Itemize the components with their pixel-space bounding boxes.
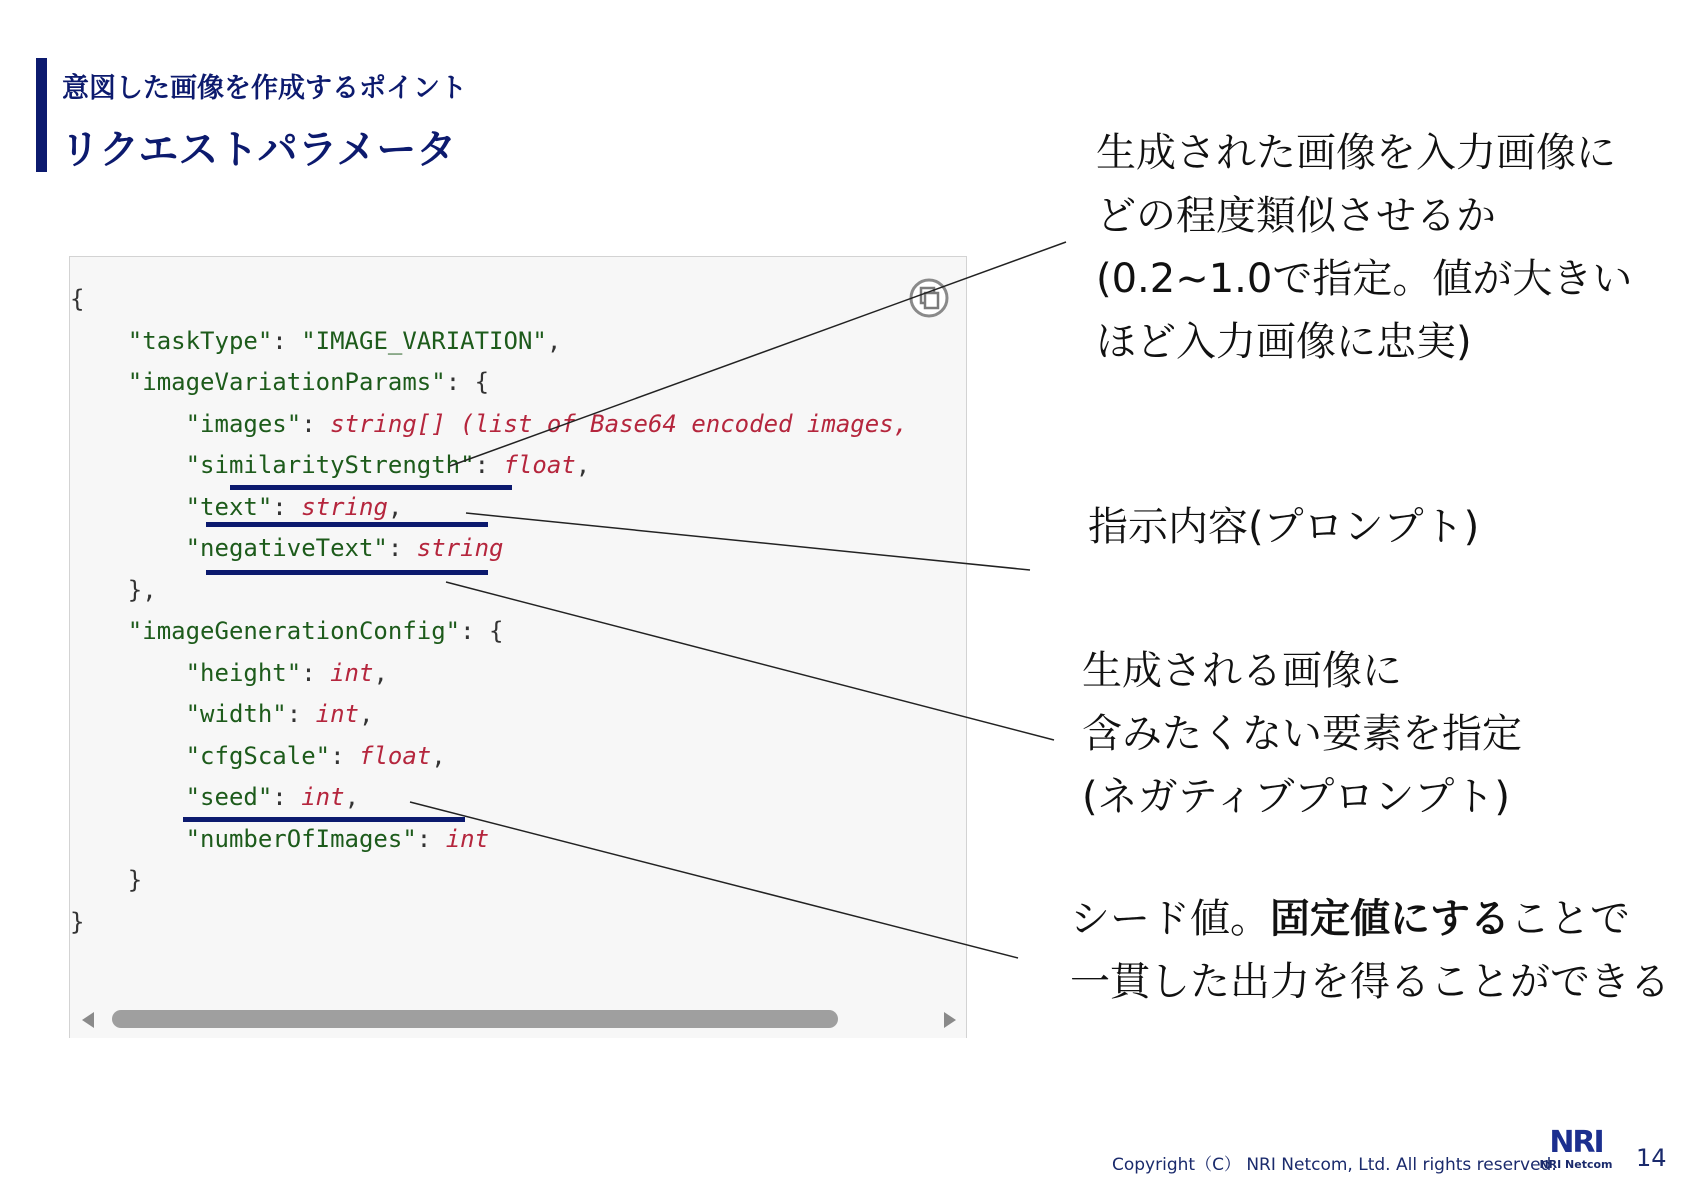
code-token: float [359, 741, 432, 770]
code-token: "numberOfImages" [185, 824, 417, 853]
code-token: : [272, 326, 302, 355]
code-token: : [330, 741, 359, 770]
code-token: { [70, 285, 85, 313]
code-token: int [315, 700, 360, 728]
note-line: 生成される画像に [1082, 648, 1402, 694]
note-negative-text [1082, 640, 1522, 829]
code-token: : [301, 409, 331, 438]
code-token: : [301, 658, 331, 687]
code-token: string[] (list of Base64 encoded images, [330, 409, 909, 438]
code-token: , [373, 658, 388, 687]
code-token: : { [445, 368, 490, 396]
code-token: float [503, 451, 576, 479]
code-token: , [575, 451, 591, 479]
code-token: "taskType" [127, 326, 273, 355]
code-token: : [286, 700, 316, 728]
code-token: : [474, 451, 504, 479]
note-line [1070, 888, 1670, 951]
code-token: "imageGenerationConfig" [127, 617, 461, 645]
code-token: "seed" [185, 783, 273, 811]
note-seed-suffix: ことで [1510, 896, 1630, 942]
page-number: 14 [1636, 1144, 1667, 1172]
code-token: : [272, 492, 302, 521]
code-token: }, [70, 575, 157, 604]
code-token: : [387, 534, 417, 562]
note-text [1088, 496, 1479, 559]
note-similarity-strength [1096, 122, 1632, 374]
code-token: "imageVariationParams" [127, 368, 446, 396]
nri-logo [1538, 1125, 1614, 1172]
connector-text [466, 513, 1030, 570]
code-token: "IMAGE_VARIATION" [301, 326, 547, 355]
code-token: , [546, 326, 562, 355]
code-token: "height" [185, 658, 302, 687]
copyright-text: Copyright（C） NRI Netcom, Ltd. All rights reserved. [1112, 1155, 1557, 1175]
note-line: 生成された画像を入力画像に [1096, 130, 1616, 176]
connector-similarity [450, 242, 1066, 466]
note-line: ほど入力画像に忠実) [1096, 319, 1472, 365]
code-token: : [416, 824, 446, 853]
code-token: , [387, 492, 403, 521]
connector-seed [410, 802, 1018, 958]
code-token: string [416, 534, 504, 562]
note-line: (ネガティブプロンプト) [1082, 774, 1511, 820]
connector-negative [446, 582, 1054, 740]
note-seed-prefix: シード値。 [1070, 896, 1270, 942]
logo-text: NRI Netcom [1539, 1158, 1613, 1171]
note-seed-bold: 固定値にする [1270, 896, 1510, 942]
code-token: int [445, 824, 490, 853]
note-line: 指示内容(プロンプト) [1088, 504, 1480, 550]
code-token: "text" [185, 492, 273, 521]
note-line: どの程度類似させるか [1096, 193, 1496, 239]
code-token: int [301, 783, 345, 811]
code-token: } [70, 907, 85, 936]
code-token: , [344, 783, 360, 811]
code-token: "similarityStrength" [185, 451, 475, 479]
code-token: "images" [185, 409, 302, 438]
code-token: } [70, 866, 143, 894]
code-token: , [431, 741, 446, 770]
logo-mark: NRI [1549, 1125, 1603, 1160]
code-token: "cfgScale" [185, 741, 331, 770]
note-line: 一貫した出力を得ることができる [1070, 959, 1670, 1005]
note-line: 含みたくない要素を指定 [1082, 711, 1522, 757]
code-token: "negativeText" [185, 534, 388, 562]
code-token: , [359, 700, 374, 728]
section-subtitle: 意図した画像を作成するポイント [62, 73, 467, 104]
code-token: : [272, 783, 302, 811]
code-token: string [301, 492, 388, 521]
page-title: リクエストパラメータ [60, 127, 457, 173]
note-line: (0.2~1.0で指定。値が大きい [1096, 256, 1633, 302]
note-seed [1070, 888, 1670, 1014]
code-token: "width" [185, 700, 287, 728]
code-token: : { [460, 617, 504, 645]
code-token: int [330, 658, 374, 687]
